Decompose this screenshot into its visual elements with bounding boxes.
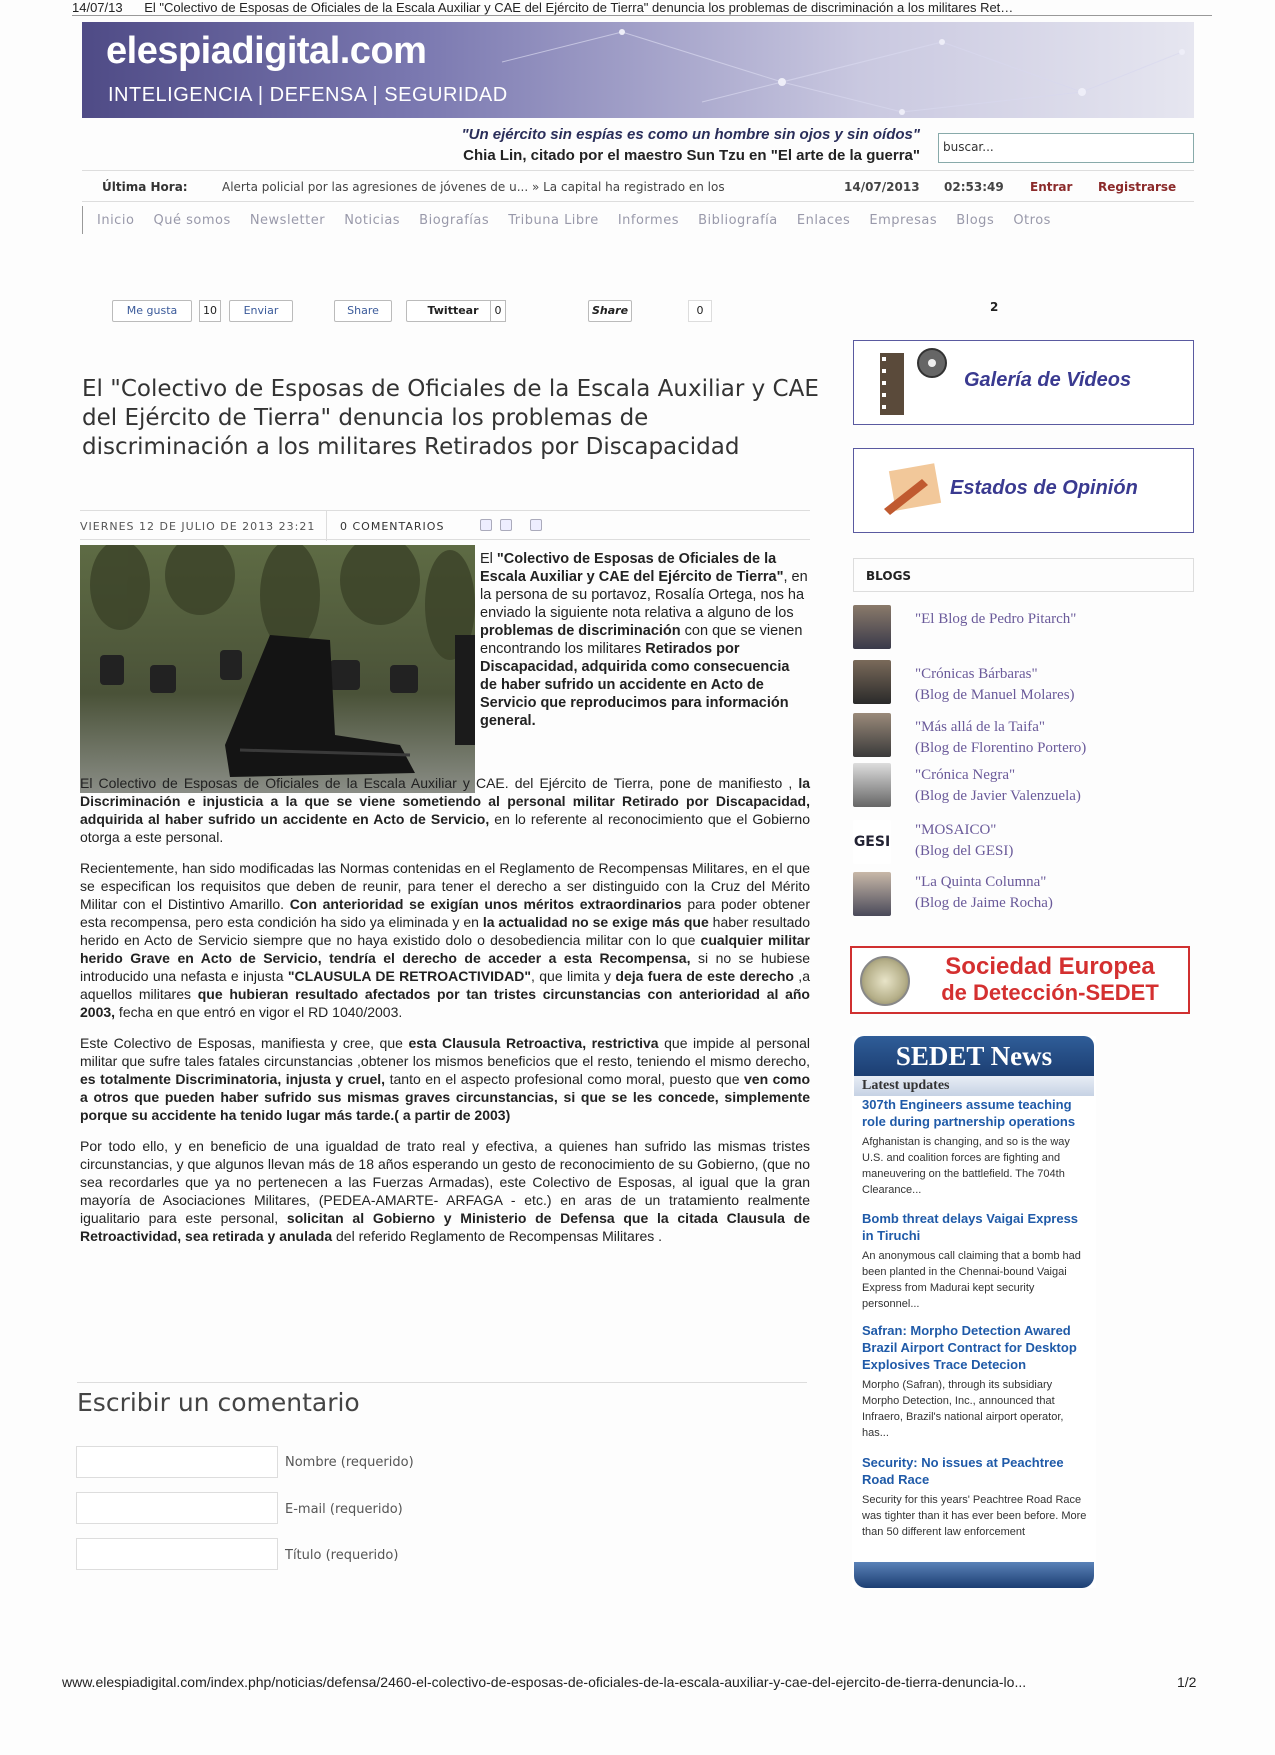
comments-link[interactable]: 0 COMENTARIOS — [340, 520, 445, 533]
film-reel-icon — [862, 341, 962, 426]
nav-empresas[interactable]: Empresas — [869, 213, 938, 228]
nav-que-somos[interactable]: Qué somos — [153, 213, 231, 228]
comment-divider — [77, 1382, 807, 1383]
blog-item[interactable] — [853, 660, 1194, 710]
last-hour-label: Última Hora: — [102, 180, 188, 194]
blogs-heading: BLOGS — [853, 558, 1194, 592]
last-hour-ticker[interactable]: Alerta policial por las agresiones de jóvenes de u... » La capital ha registrado en los — [222, 180, 725, 194]
quote-line-1: "Un ejército sin espías es como un hombre sin ojos y sin oídos" — [461, 126, 920, 143]
video-gallery-box[interactable] — [853, 340, 1194, 425]
sidebar-count: 2 — [990, 300, 999, 314]
opinion-label[interactable]: Estados de Opinión — [950, 477, 1138, 499]
nav-otros[interactable]: Otros — [1013, 213, 1051, 228]
blog-item[interactable] — [853, 872, 1194, 922]
footer-url: www.elespiadigital.com/index.php/noticias/defensa/2460-el-colectivo-de-esposas-de-oficiales-de-la-escala-auxiliar-y-cae-del-ejercito-de-tierra-denuncia-lo... — [62, 1674, 1027, 1690]
blog-title[interactable]: "Crónica Negra" (Blog de Javier Valenzuela) — [915, 767, 1081, 804]
blog-title[interactable]: "Más allá de la Taifa" (Blog de Florentino Portero) — [915, 719, 1087, 756]
nav-biografias[interactable]: Biografías — [419, 213, 490, 228]
nav-noticias[interactable]: Noticias — [344, 213, 401, 228]
site-quote — [462, 124, 921, 166]
news-excerpt: Security for this years' Peachtree Road Race was tighter than it has ever been before. More than 50 different law enforcement — [862, 1494, 1087, 1538]
blog-item[interactable] — [853, 820, 1194, 870]
subject-label: Título (requerido) — [285, 1548, 399, 1563]
article-lead: El "Colectivo de Esposas de Oficiales de la Escala Auxiliar y CAE del Ejército de Tierra", en la persona de su portavoz, Rosalía Ortega, nos ha enviado la siguiente nota relativa a alguno de los problemas de discriminación con que se vienen encontrando los militares Retirados por Discapacidad, adquirida como consecuencia de haber sufrido un accidente en Acto de Servicio que reproducimos para información general. — [480, 551, 808, 729]
news-subtitle: Latest updates — [854, 1076, 1094, 1096]
news-title: SEDET News — [854, 1036, 1094, 1076]
blog-item[interactable] — [853, 605, 1194, 655]
login-link[interactable]: Entrar — [1030, 180, 1073, 194]
search-input[interactable]: buscar... — [938, 133, 1194, 163]
current-time: 02:53:49 — [944, 180, 1004, 194]
last-hour-bar — [82, 170, 1194, 202]
nav-tribuna-libre[interactable]: Tribuna Libre — [508, 213, 599, 228]
current-date: 14/07/2013 — [844, 180, 920, 194]
opinion-box[interactable] — [853, 448, 1194, 533]
blog-title[interactable]: "El Blog de Pedro Pitarch" — [915, 611, 1077, 627]
pencil-paper-icon — [862, 449, 962, 534]
news-item — [862, 1210, 1092, 1312]
news-excerpt: Afghanistan is changing, and so is the way U.S. and coalition forces are fighting and maneuvering on the battlefield. The 704th Clearance... — [862, 1136, 1070, 1196]
article-paragraph-3: Este Colectivo de Esposas, manifiesta y cree, que esta Clausula Retroactiva, restrictiva que impide al personal militar que sufre tales fatales circunstancias ,obtener los mismos beneficios que el resto, teniendo el mismo derecho, es totalmente Discriminatoria, injusta y cruel, tanto en el aspecto profesional como moral, puesto que ven como a otros que pueden haber sufrido sus mismas graves circunstancias, si que se les concede, simplemente porque su accidente ha tenido lugar más tarde.( a partir de 2003) — [80, 1035, 811, 1123]
tweet-button[interactable]: Twittear — [406, 300, 500, 322]
news-excerpt: An anonymous call claiming that a bomb had been planted in the Chennai-bound Vaigai Express from Madurai kept security personnel... — [862, 1250, 1081, 1310]
comment-heading: Escribir un comentario — [77, 1388, 360, 1417]
blog-avatar — [853, 660, 891, 704]
nav-informes[interactable]: Informes — [617, 213, 679, 228]
share-button[interactable]: Share — [334, 300, 392, 322]
sedet-title: Sociedad Europea de Detección-SEDET — [941, 953, 1159, 1005]
news-headline[interactable]: Bomb threat delays Vaigai Express in Tiruchi — [862, 1211, 1079, 1243]
news-excerpt: Morpho (Safran), through its subsidiary Morpho Detection, Inc., announced that Infraero, Brazil's national airport operator, has... — [862, 1379, 1064, 1439]
pdf-icon[interactable] — [530, 519, 542, 531]
article-paragraph-1: El Colectivo de Esposas de Oficiales de la Escala Auxiliar y CAE. del Ejército de Tierra, pone de manifiesto , la Discriminación e injusticia a la que se viene sometiendo al personal militar Retirado por Discapacidad, adquirida al haber sufrido un accidente en Acto de Servicio, en lo referente al reconocimiento que el Gobierno otorga a este personal. — [80, 775, 810, 845]
blog-item[interactable] — [853, 713, 1194, 763]
name-label: Nombre (requerido) — [285, 1455, 414, 1470]
video-gallery-label[interactable]: Galería de Videos — [964, 369, 1132, 391]
footer-page-number: 1/2 — [1177, 1674, 1197, 1690]
blog-avatar — [853, 763, 891, 807]
share2-count: 0 — [688, 300, 712, 322]
social-bar — [112, 300, 712, 324]
nav-bibliografia[interactable]: Bibliografía — [698, 213, 778, 228]
print-header — [72, 0, 1212, 16]
blog-title[interactable]: "La Quinta Columna" (Blog de Jaime Rocha) — [915, 874, 1053, 911]
site-banner[interactable] — [82, 22, 1194, 118]
email-label: E-mail (requerido) — [285, 1502, 403, 1517]
like-count: 10 — [199, 300, 221, 322]
sedet-news-widget — [852, 1036, 1096, 1588]
news-headline[interactable]: 307th Engineers assume teaching role during partnership operations — [862, 1097, 1076, 1129]
sedet-banner[interactable] — [850, 946, 1190, 1014]
send-button[interactable]: Enviar — [229, 300, 293, 322]
blog-title[interactable]: "Crónicas Bárbaras" (Blog de Manuel Molares) — [915, 666, 1075, 703]
news-item — [862, 1096, 1092, 1198]
gesi-logo: GESI — [853, 820, 891, 864]
nav-newsletter[interactable]: Newsletter — [249, 213, 326, 228]
print-title: El "Colectivo de Esposas de Oficiales de la Escala Auxiliar y CAE del Ejército de Tierra" denuncia los problemas de discriminación a los militares Ret… — [144, 0, 1014, 15]
email-icon[interactable] — [480, 519, 492, 531]
article-paragraph-2: Recientemente, han sido modificadas las Normas contenidas en el Reglamento de Recompensas Militares, en el que se especifican los requisitos que deben de reunir, para tener el derecho a ser distinguido con la Cruz del Mérito Militar con el Distintivo Amarillo. Con anterioridad se exigían unos méritos extraordinarios para poder obtener esta recompensa, pero esta condición ha sido ya eliminada y en la actualidad no se exige más que haber resultado herido en Acto de Servicio siempre que no haya existido dolo o desobediencia militar con lo que cualquier militar herido Grave en Acto de Servicio, tendría el derecho de acceder a esta Recompensa, si no se hubiese introducido una nefasta e injusta "CLAUSULA DE RETROACTIVIDAD", que limita y deja fuera de este derecho ,a aquellos militares que hubieran resultado afectados por tan tristes circunstancias con anterioridad al año 2003, fecha en que entró en vigor el RD 1040/2003. — [80, 860, 810, 1020]
print-date: 14/07/13 — [72, 0, 123, 15]
news-item — [862, 1454, 1092, 1540]
meta-divider — [326, 511, 327, 541]
news-headline[interactable]: Security: No issues at Peachtree Road Race — [862, 1455, 1064, 1487]
quote-line-2: Chia Lin, citado por el maestro Sun Tzu en "El arte de la guerra" — [463, 147, 920, 164]
main-nav — [82, 206, 1194, 234]
blog-avatar — [853, 872, 891, 916]
article-date: VIERNES 12 DE JULIO DE 2013 23:21 — [80, 520, 316, 533]
article-title: El "Colectivo de Esposas de Oficiales de la Escala Auxiliar y CAE del Ejército de Tierra" denuncia los problemas de discriminación a los militares Retirados por Discapacidad — [82, 376, 819, 460]
register-link[interactable]: Registrarse — [1098, 180, 1177, 194]
site-tagline: INTELIGENCIA | DEFENSA | SEGURIDAD — [108, 84, 508, 106]
subject-field[interactable] — [76, 1538, 278, 1570]
blog-avatar — [853, 605, 891, 649]
print-icon[interactable] — [500, 519, 512, 531]
name-field[interactable] — [76, 1446, 278, 1478]
news-footer — [854, 1562, 1094, 1588]
news-item — [862, 1322, 1092, 1441]
blog-item[interactable] — [853, 763, 1194, 813]
nav-enlaces[interactable]: Enlaces — [796, 213, 851, 228]
article-paragraph-4: Por todo ello, y en beneficio de una igualdad de trato real y efectiva, a quienes han sufrido las mismas tristes circunstancias, y que algunos llevan más de 18 años esperando un gesto de reconocimiento de su Gobierno, (que no sea recordarles que ya no pertenecen a las Fuerzas Armadas), este Colectivo de Esposas, al igual que la gran mayoría de Asociaciones Militares, (PEDEA-AMARTE- ARFAGA - etc.) en aras de un tratamiento realmente igualitario para este personal, solicitan al Gobierno y Ministerio de Defensa que la citada Clausula de Retroactividad, sea retirada y anulada del referido Reglamento de Recompensas Militares . — [80, 1138, 810, 1244]
site-logo[interactable]: elespiadigital.com — [106, 30, 427, 72]
share2-button[interactable]: Share — [588, 300, 632, 322]
blog-avatar — [853, 713, 891, 757]
like-button[interactable]: Me gusta — [112, 300, 192, 322]
tweet-count: 0 — [490, 300, 506, 322]
email-field[interactable] — [76, 1492, 278, 1524]
blog-title[interactable]: "MOSAICO" (Blog del GESI) — [915, 822, 1014, 859]
sedet-seal-icon — [860, 956, 910, 1006]
article-meta — [80, 510, 810, 540]
article-body — [80, 550, 810, 1258]
news-headline[interactable]: Safran: Morpho Detection Awared Brazil Airport Contract for Desktop Explosives Trace Detecion — [862, 1323, 1077, 1372]
nav-blogs[interactable]: Blogs — [956, 213, 995, 228]
nav-inicio[interactable]: Inicio — [97, 213, 135, 228]
